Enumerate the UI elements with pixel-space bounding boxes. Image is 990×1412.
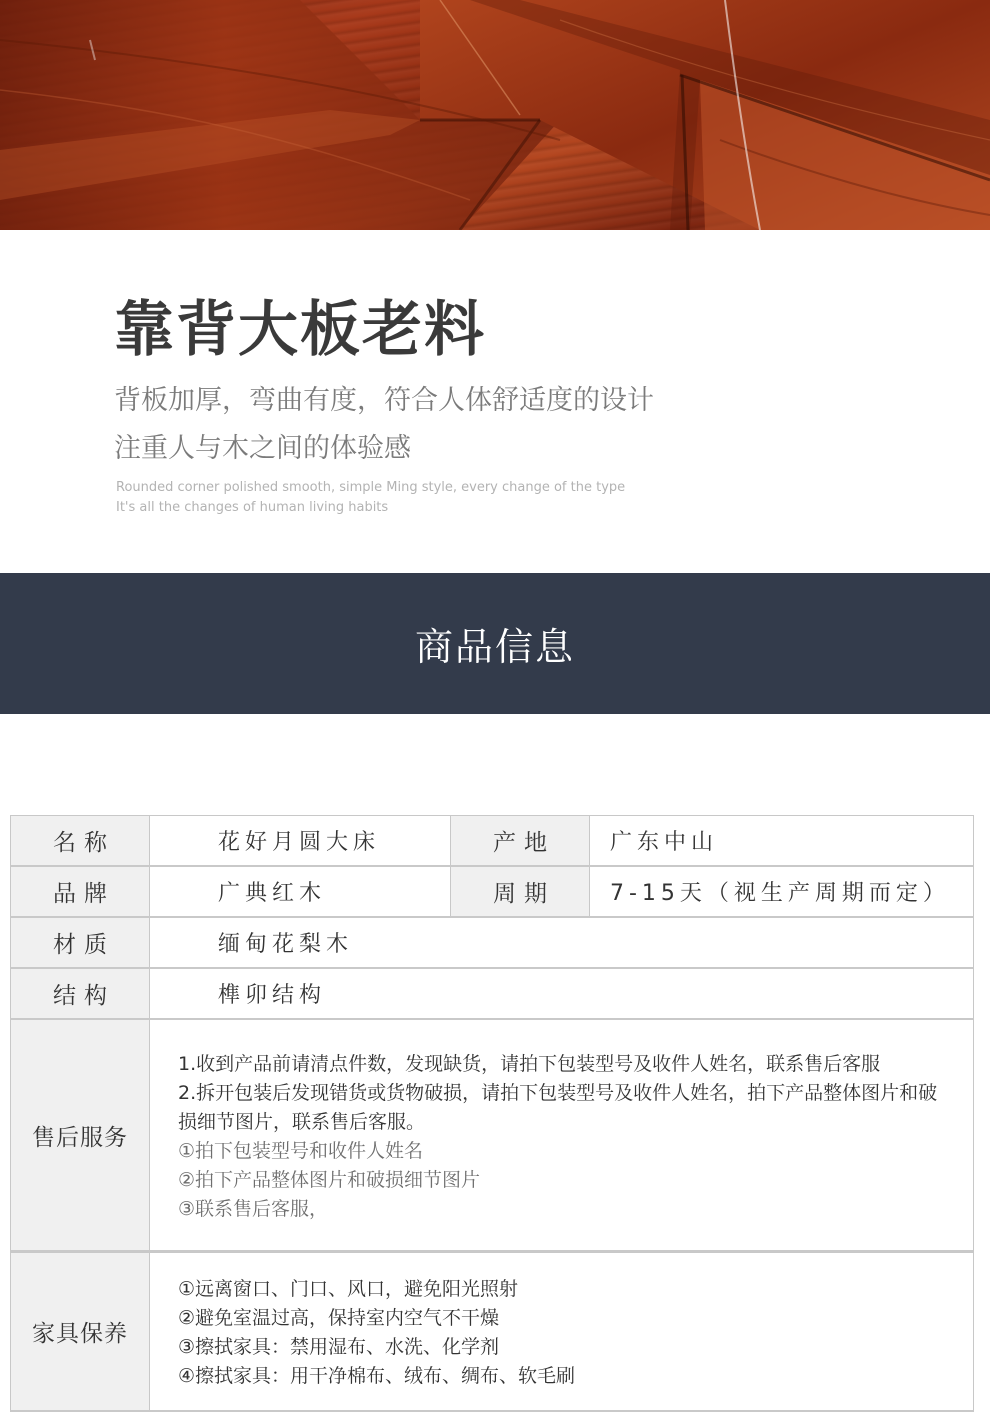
- structure-value: 榫卯结构: [218, 983, 327, 1008]
- table-row: [10, 918, 974, 969]
- brand-value: 广典红木: [150, 867, 451, 916]
- table-row: [10, 1252, 974, 1412]
- service-step-3: ③联系售后客服，: [178, 1198, 329, 1220]
- service-line-1: 1.收到产品前请清点件数，发现缺货，请拍下包装型号及收件人姓名，联系售后客服: [178, 1053, 881, 1075]
- service-text: [150, 1020, 973, 1250]
- material-value: 缅甸花梨木: [218, 932, 354, 957]
- name-label: 名称: [11, 816, 150, 865]
- origin-value: 广东中山: [610, 830, 719, 855]
- care-line-2: ②避免室温过高，保持室内空气不干燥: [178, 1307, 500, 1329]
- product-info-banner: [0, 573, 990, 714]
- period-label: 周期: [451, 867, 590, 916]
- table-row: [10, 867, 974, 918]
- care-label: 家具保养: [11, 1253, 150, 1410]
- product-info-table: [10, 815, 974, 1412]
- origin-label: 产地: [451, 816, 590, 865]
- material-label: 材质: [11, 918, 150, 967]
- hero-wood-photo: [0, 0, 990, 230]
- service-label: 售后服务: [11, 1020, 150, 1250]
- structure-label: 结构: [11, 969, 150, 1018]
- service-line-2: 2.拆开包装后发现错货或货物破损，请拍下包装型号及收件人姓名，拍下产品整体图片和破损细节图片，联系售后客服。: [178, 1082, 938, 1133]
- english-line-2: It's all the changes of human living habits: [116, 500, 389, 515]
- period-value: 7-15天（视生产周期而定）: [610, 881, 950, 906]
- service-step-2: ②拍下产品整体图片和破损细节图片: [178, 1169, 481, 1191]
- care-line-3: ③擦拭家具：禁用湿布、水洗、化学剂: [178, 1336, 500, 1358]
- section-headline: 靠背大板老料: [114, 295, 486, 365]
- brand-label: 品牌: [11, 867, 150, 916]
- subtitle-line-2: 注重人与木之间的体验感: [114, 433, 411, 464]
- banner-title: 商品信息: [414, 625, 575, 669]
- table-row: [10, 816, 974, 867]
- name-value: 花好月圆大床: [150, 816, 451, 865]
- care-line-4: ④擦拭家具：用干净棉布、绒布、绸布、软毛刷: [178, 1365, 576, 1387]
- subtitle-line-1: 背板加厚，弯曲有度，符合人体舒适度的设计: [114, 385, 654, 416]
- table-row: [10, 969, 974, 1020]
- service-step-1: ①拍下包装型号和收件人姓名: [178, 1140, 424, 1162]
- english-line-1: Rounded corner polished smooth, simple Ming style, every change of the type: [116, 480, 626, 495]
- care-text: [150, 1253, 973, 1410]
- table-row: [10, 1020, 974, 1252]
- care-line-1: ①远离窗口、门口、风口，避免阳光照射: [178, 1278, 519, 1300]
